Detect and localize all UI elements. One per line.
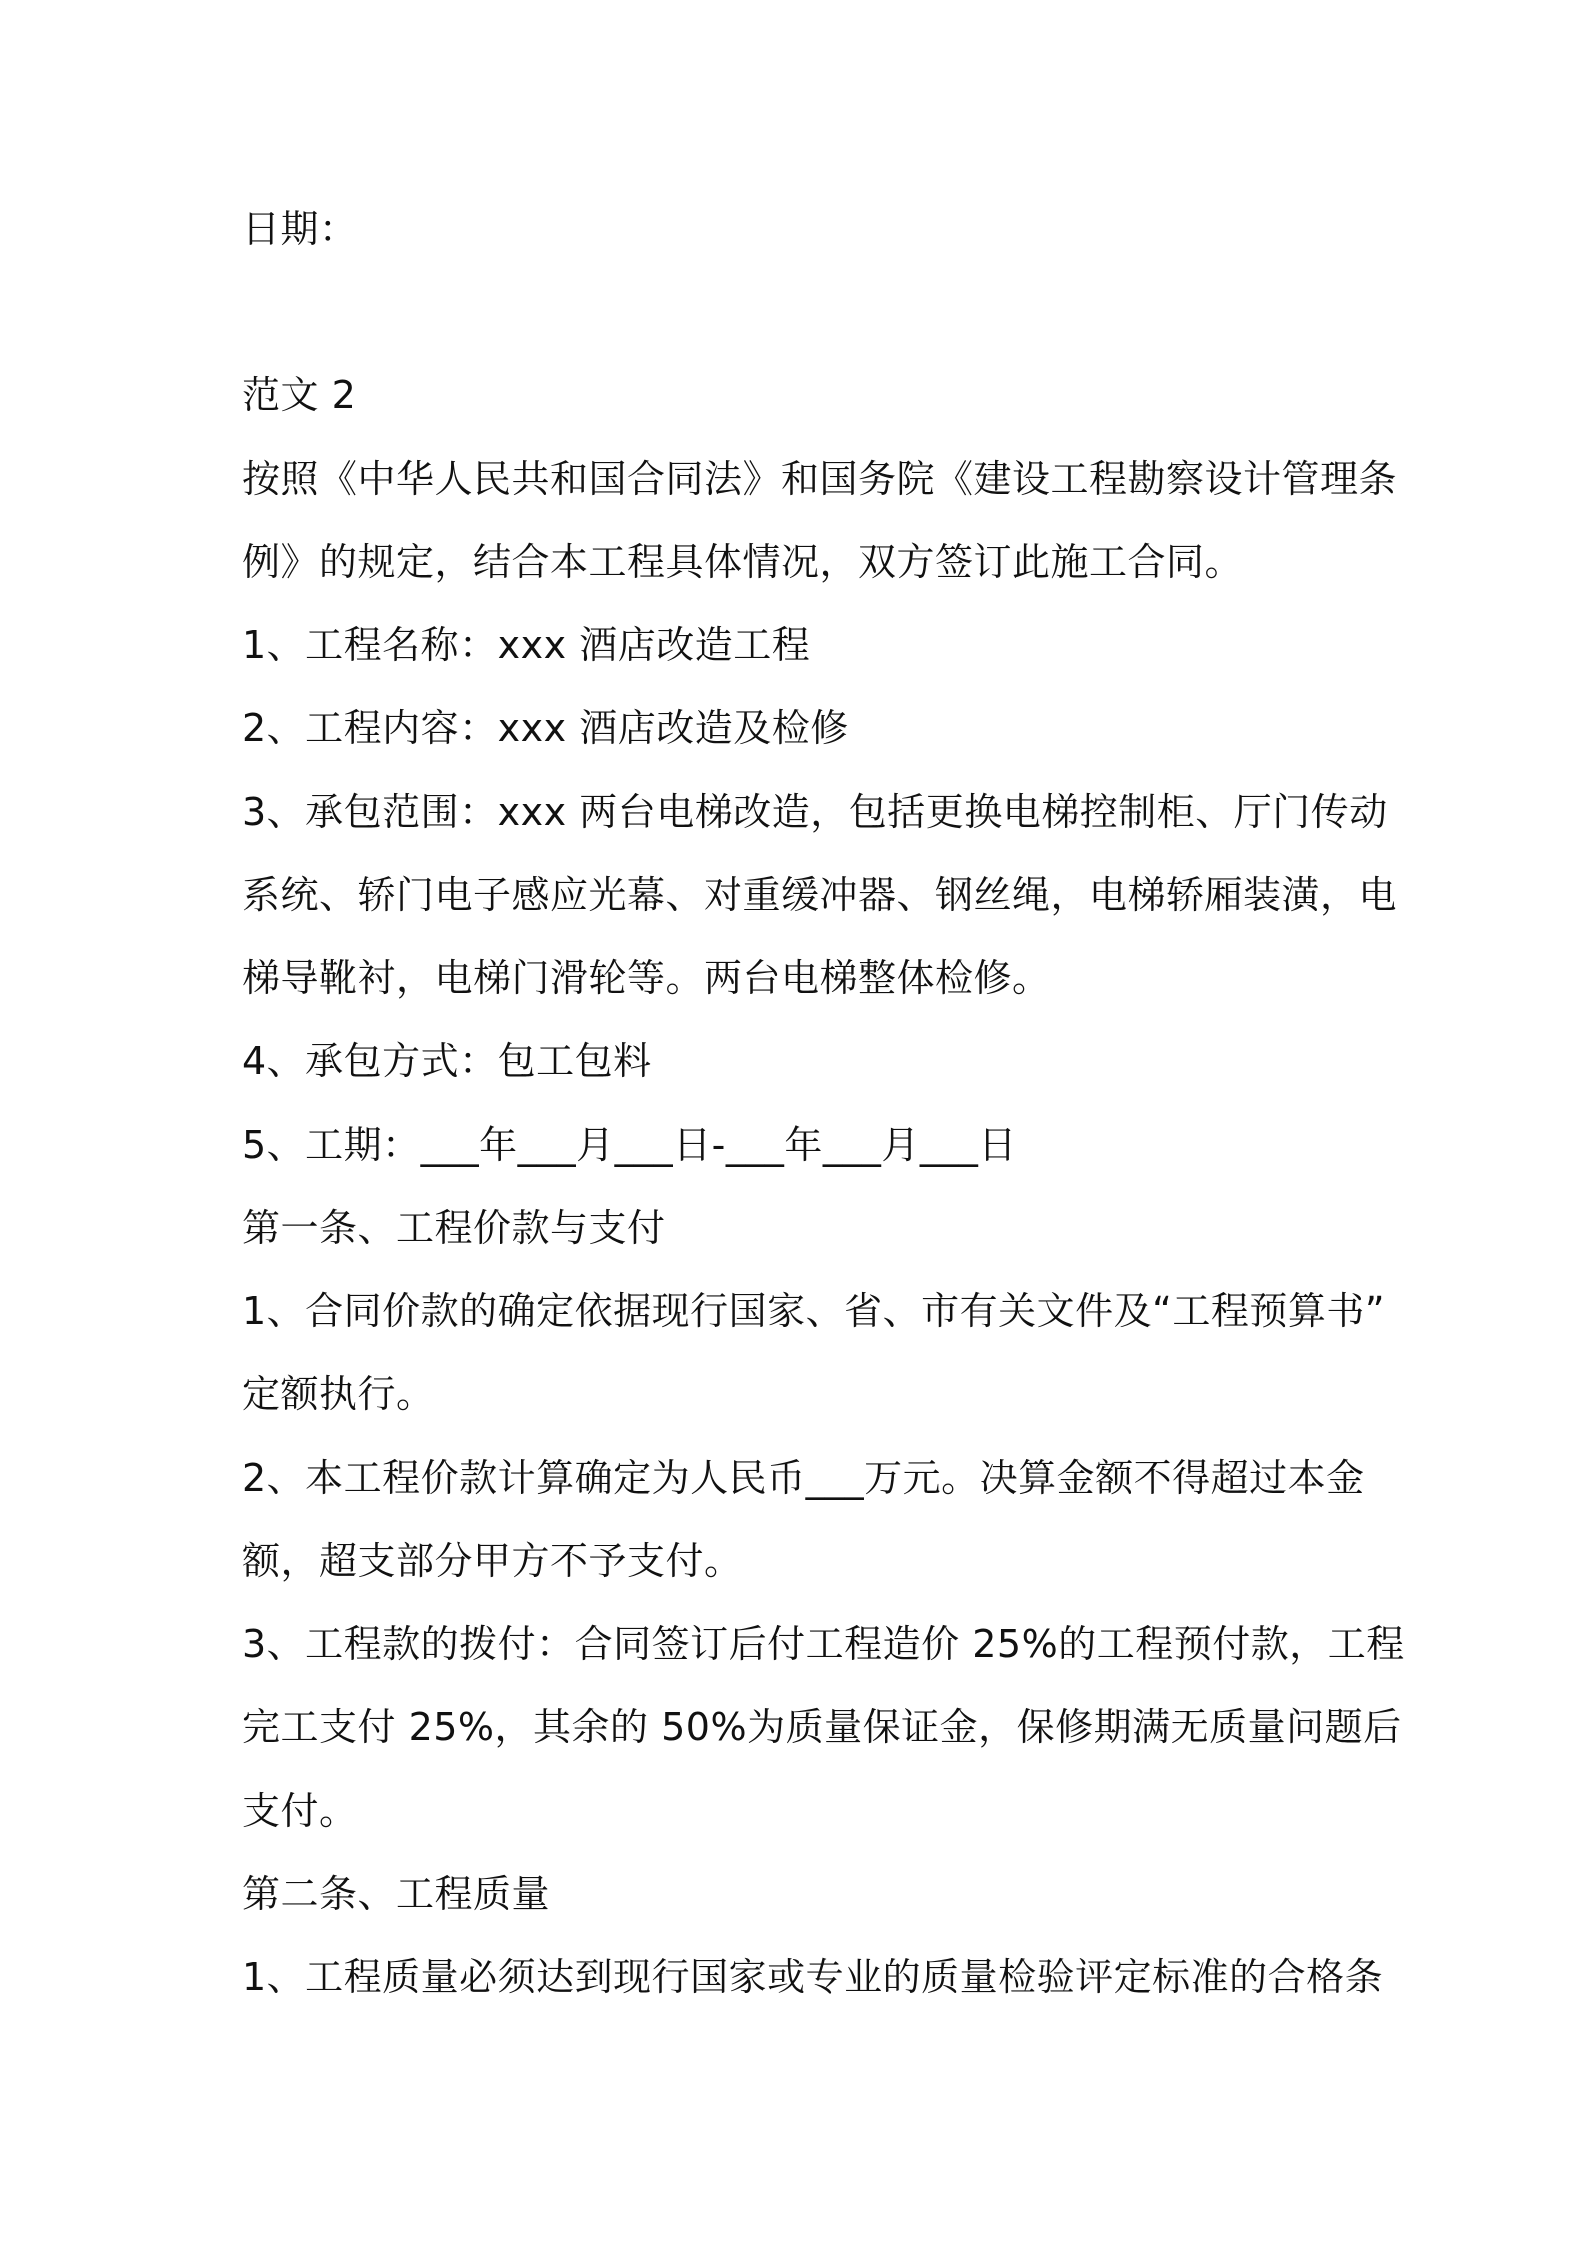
article1-clause2-line-2: 额，超支部分甲方不予支付。	[242, 1539, 743, 1583]
item-contract-method: 4、承包方式：包工包料	[242, 1039, 652, 1083]
article2-clause1-line-1: 1、工程质量必须达到现行国家或专业的质量检验评定标准的合格条	[242, 1955, 1384, 1999]
item-project-name: 1、工程名称：xxx 酒店改造工程	[242, 623, 811, 667]
date-label: 日期：	[242, 207, 358, 251]
article1-clause2-line-1: 2、本工程价款计算确定为人民币___万元。决算金额不得超过本金	[242, 1456, 1365, 1500]
intro-line-2: 例》的规定，结合本工程具体情况，双方签订此施工合同。	[242, 540, 1244, 584]
article1-title: 第一条、工程价款与支付	[242, 1206, 666, 1250]
scope-line-2: 系统、轿门电子感应光幕、对重缓冲器、钢丝绳，电梯轿厢装潢，电	[242, 873, 1398, 917]
scope-line-1: 3、承包范围：xxx 两台电梯改造，包括更换电梯控制柜、厅门传动	[242, 790, 1388, 834]
article1-clause1-line-1: 1、合同价款的确定依据现行国家、省、市有关文件及“工程预算书”	[242, 1289, 1386, 1333]
article1-clause3-line-1: 3、工程款的拨付：合同签订后付工程造价 25%的工程预付款，工程	[242, 1622, 1405, 1666]
article1-clause3-line-2: 完工支付 25%，其余的 50%为质量保证金，保修期满无质量问题后	[242, 1705, 1402, 1749]
article1-clause3-line-3: 支付。	[242, 1789, 358, 1833]
item-project-content: 2、工程内容：xxx 酒店改造及检修	[242, 706, 849, 750]
item-construction-period: 5、工期：___年___月___日-___年___月___日	[242, 1123, 1017, 1167]
article2-title: 第二条、工程质量	[242, 1872, 551, 1916]
intro-line-1: 按照《中华人民共和国合同法》和国务院《建设工程勘察设计管理条	[242, 457, 1398, 501]
scope-line-3: 梯导靴衬，电梯门滑轮等。两台电梯整体检修。	[242, 956, 1051, 1000]
article1-clause1-line-2: 定额执行。	[242, 1372, 435, 1416]
sample-title: 范文 2	[242, 373, 357, 417]
